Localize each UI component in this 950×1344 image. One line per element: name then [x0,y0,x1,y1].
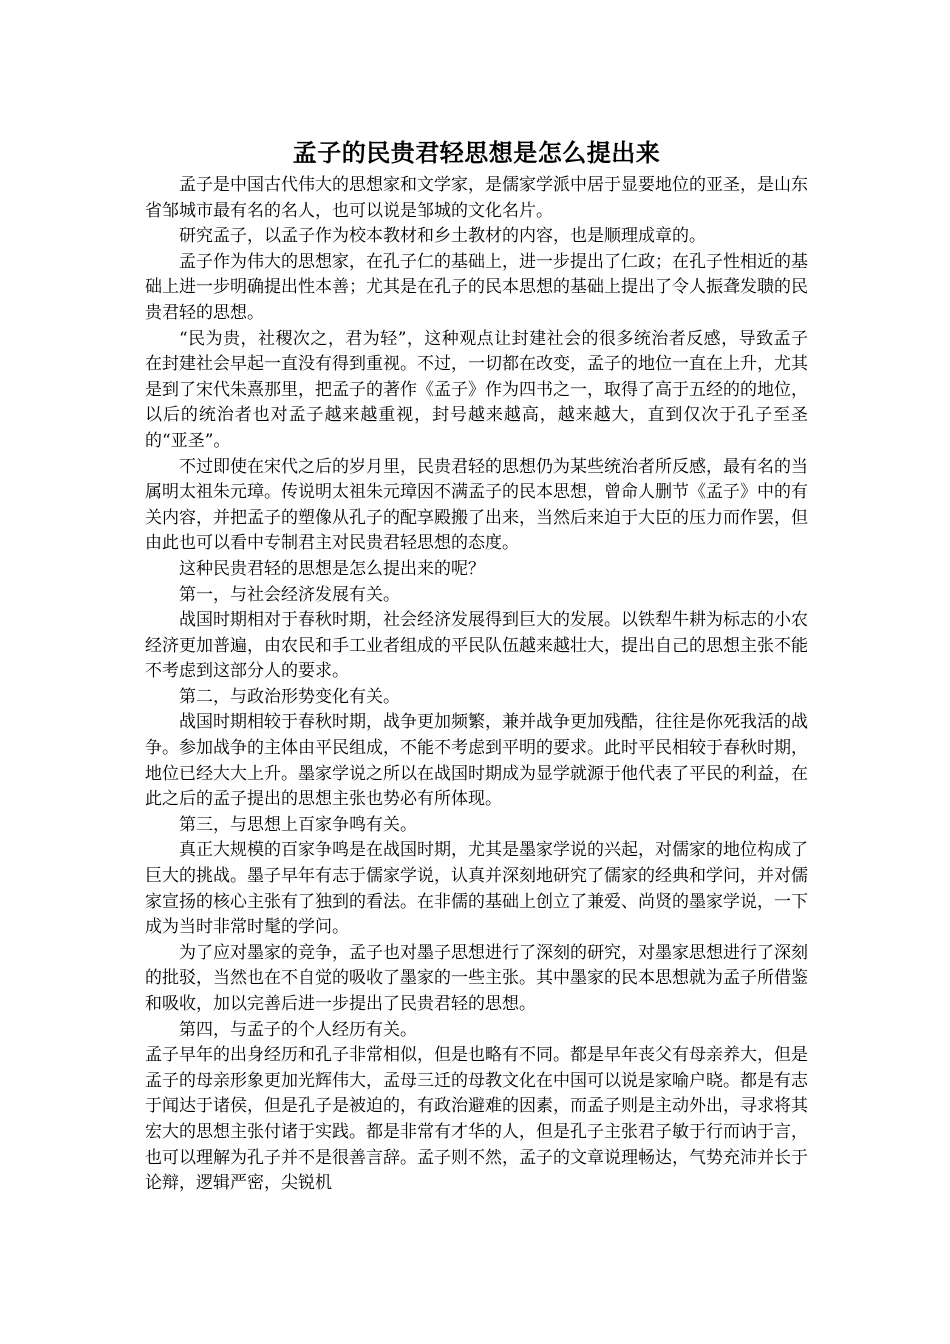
paragraph: 战国时期相对于春秋时期，社会经济发展得到巨大的发展。以铁犁牛耕为标志的小农经济更加普遍，由农民和手工业者组成的平民队伍越来越壮大，提出自己的思想主张不能不考虑到这部分人的要求。 [145,610,808,682]
paragraph: 真正大规模的百家争鸣是在战国时期，尤其是墨家学说的兴起，对儒家的地位构成了巨大的挑战。墨子早年有志于儒家学说，认真并深刻地研究了儒家的经典和学问，并对儒家宣扬的核心主张有了独到的看法。在非儒的基础上创立了兼爱、尚贤的墨家学说，一下成为当时非常时髦的学问。 [145,840,808,938]
paragraph: 研究孟子，以孟子作为校本教材和乡土教材的内容，也是顺理成章的。 [179,226,706,247]
section-heading: 第二，与政治形势变化有关。 [179,686,400,707]
document-page [145,133,808,1197]
section-heading: 第三，与思想上百家争鸣有关。 [179,814,417,835]
paragraph: “民为贵，社稷次之，君为轻”，这种观点让封建社会的很多统治者反感，导致孟子在封建社会早起一直没有得到重视。不过，一切都在改变，孟子的地位一直在上升，尤其是到了宋代朱熹那里，把孟子的著作《孟子》作为四书之一，取得了高于五经的的地位，以后的统治者也对孟子越来越重视，封号越来越高，越来越大，直到仅次于孔子至圣的“亚圣”。 [145,328,808,451]
section-heading: 第四，与孟子的个人经历有关。 [179,1019,417,1040]
document-title: 孟子的民贵君轻思想是怎么提出来 [292,139,661,167]
paragraph: 孟子是中国古代伟大的思想家和文学家，是儒家学派中居于显要地位的亚圣，是山东省邹城市最有名的名人，也可以说是邹城的文化名片。 [145,175,808,221]
paragraph: 不过即使在宋代之后的岁月里，民贵君轻的思想仍为某些统治者所反感，最有名的当属明太祖朱元璋。传说明太祖朱元璋因不满孟子的民本思想，曾命人删节《孟子》中的有关内容，并把孟子的塑像从孔子的配享殿搬了出来，当然后来迫于大臣的压力而作罢，但由此也可以看中专制君主对民贵君轻思想的态度。 [145,456,808,554]
paragraph: 孟子早年的出身经历和孔子非常相似，但是也略有不同。都是早年丧父有母亲养大，但是孟子的母亲形象更加光辉伟大，孟母三迁的母教文化在中国可以说是家喻户晓。都是有志于闻达于诸侯，但是孔子是被迫的，有政治避难的因素，而孟子则是主动外出，寻求将其宏大的思想主张付诸于实践。都是非常有才华的人，但是孔子主张君子敏于行而讷于言，也可以理解为孔子并不是很善言辞。孟子则不然，孟子的文章说理畅达，气势充沛并长于论辩，逻辑严密，尖锐机 [145,1045,808,1194]
document-body [145,173,808,1197]
paragraph: 孟子作为伟大的思想家，在孔子仁的基础上，进一步提出了仁政；在孔子性相近的基础上进一步明确提出性本善；尤其是在孔子的民本思想的基础上提出了令人振聋发聩的民贵君轻的思想。 [145,251,808,323]
paragraph: 为了应对墨家的竞争，孟子也对墨子思想进行了深刻的研究，对墨家思想进行了深刻的批驳，当然也在不自觉的吸收了墨家的一些主张。其中墨家的民本思想就为孟子所借鉴和吸收，加以完善后进一步提出了民贵君轻的思想。 [145,942,808,1014]
paragraph: 这种民贵君轻的思想是怎么提出来的呢？ [179,558,485,579]
section-heading: 第一，与社会经济发展有关。 [179,584,400,605]
paragraph: 战国时期相较于春秋时期，战争更加频繁，兼并战争更加残酷，往往是你死我活的战争。参加战争的主体由平民组成，不能不考虑到平明的要求。此时平民相较于春秋时期，地位已经大大上升。墨家学说之所以在战国时期成为显学就源于他代表了平民的利益，在此之后的孟子提出的思想主张也势必有所体现。 [145,712,808,810]
